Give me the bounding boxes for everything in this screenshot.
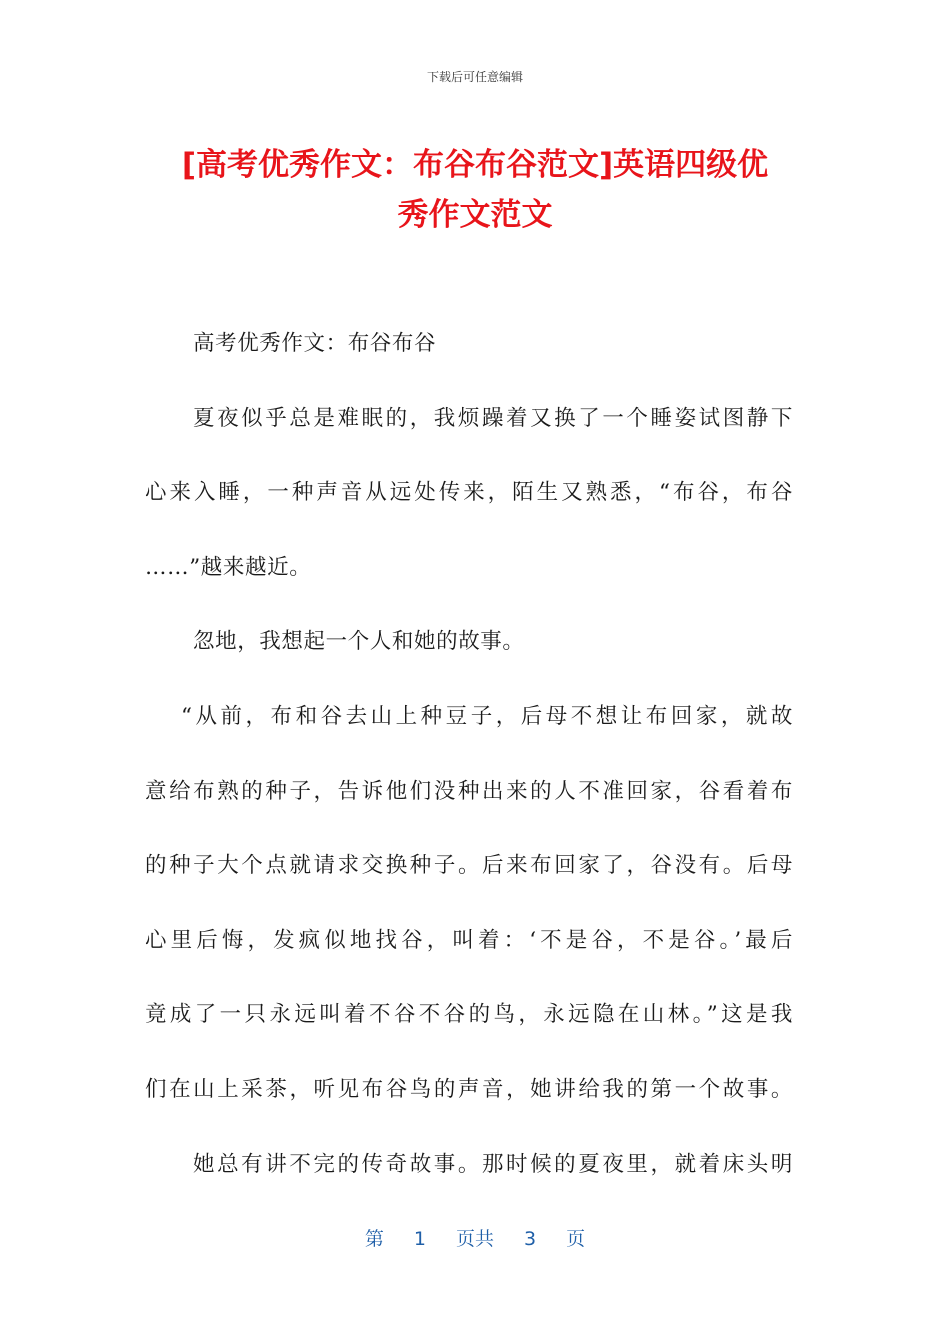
footer-total-pages: 3 [524, 1228, 537, 1250]
title-line-2: 秀作文范文 [397, 197, 553, 233]
paragraph-line: 的种子大个点就请求交换种子。后来布回家了，谷没有。后母 [145, 853, 793, 879]
footer-prefix: 第 [364, 1228, 384, 1250]
paragraph-line: “从前，布和谷去山上种豆子，后母不想让布回家，就故 [181, 703, 793, 729]
paragraph-line: 心里后悔，发疯似地找谷，叫着：‘不是谷，不是谷。’最后 [145, 927, 793, 953]
paragraph-line: 她总有讲不完的传奇故事。那时候的夏夜里，就着床头明 [193, 1151, 793, 1177]
paragraph-line: 们在山上采茶，听见布谷鸟的声音，她讲给我的第一个故事。 [145, 1076, 793, 1102]
paragraph-line: 意给布熟的种子，告诉他们没种出来的人不准回家，谷看着布 [145, 778, 793, 804]
page-number-footer [0, 1224, 950, 1251]
paragraph-line: 竟成了一只永远叫着不谷不谷的鸟，永远隐在山林。”这是我 [145, 1002, 793, 1028]
footer-middle: 页共 [455, 1228, 494, 1250]
title-line-1: [高考优秀作文：布谷布谷范文]英语四级优 [181, 147, 769, 183]
header-note: 下载后可任意编辑 [426, 70, 523, 84]
paragraph-line: ……”越来越近。 [145, 554, 312, 580]
paragraph-line: 高考优秀作文：布谷布谷 [193, 331, 437, 356]
footer-current-page: 1 [413, 1228, 426, 1250]
paragraph-line: 心来入睡，一种声音从远处传来，陌生又熟悉，“布谷，布谷 [145, 480, 793, 506]
document-body [145, 322, 793, 1217]
paragraph-line: 忽地，我想起一个人和她的故事。 [193, 629, 525, 655]
paragraph-line: 夏夜似乎总是难眠的，我烦躁着又换了一个睡姿试图静下 [193, 405, 793, 431]
footer-suffix: 页 [566, 1228, 586, 1250]
document-title [140, 140, 810, 240]
